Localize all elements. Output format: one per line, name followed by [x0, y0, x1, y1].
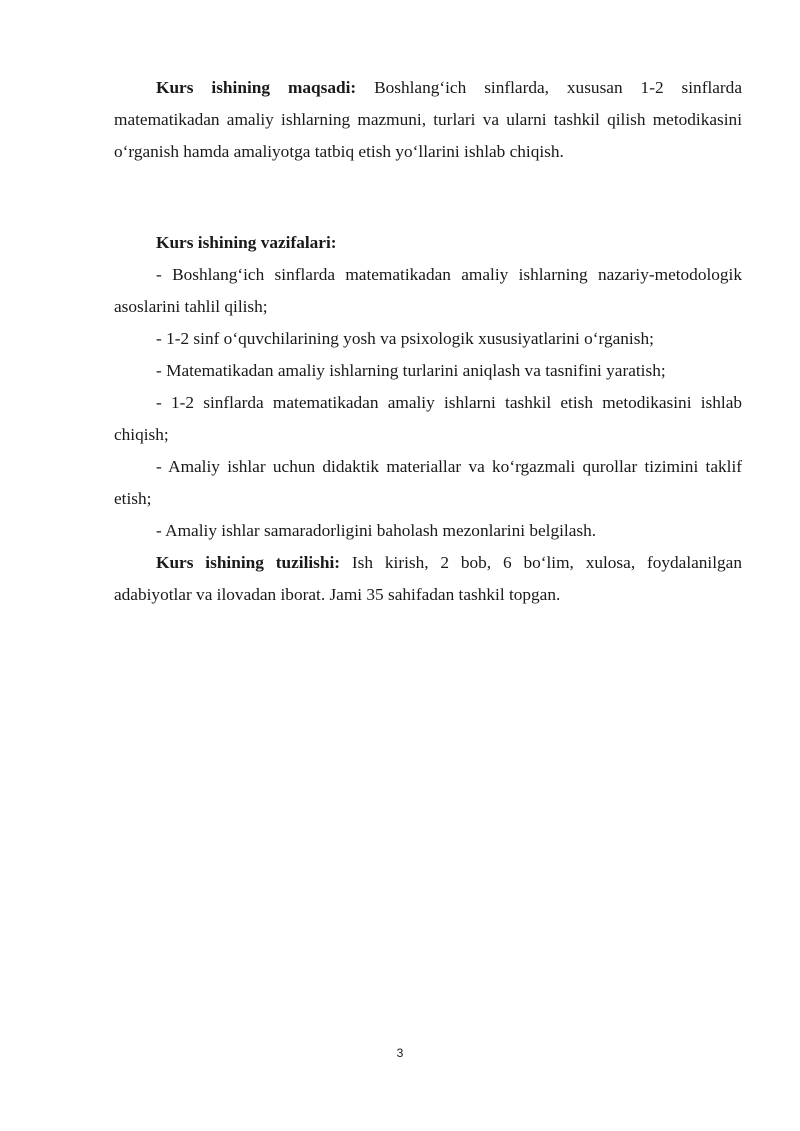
task-item: - Boshlang‘ich sinflarda matematikadan amaliy ishlarning nazariy-metodologik asoslarini tahlil qilish;: [114, 265, 742, 316]
task-item: - Matematikadan amaliy ishlarning turlarini aniqlash va tasnifini yaratish;: [156, 361, 666, 380]
tasks-heading-paragraph: [114, 227, 742, 259]
goal-paragraph: [114, 72, 742, 168]
goal-text: Boshlang‘ich sinflarda, xususan 1-2 sinflarda matematikadan amaliy ishlarning mazmuni, turlari va ularni tashkil qilish metodikasini o‘rganish hamda amaliyotga tatbiq etish yo‘llarini ishlab chiqish.: [114, 78, 742, 161]
task-item: - 1-2 sinf o‘quvchilarining yosh va psixologik xususiyatlarini o‘rganish;: [156, 329, 654, 348]
structure-heading: Kurs ishining tuzilishi:: [156, 553, 341, 572]
structure-paragraph: [114, 547, 742, 611]
task-item: - Amaliy ishlar samaradorligini baholash mezonlarini belgilash.: [156, 521, 597, 540]
tasks-heading: Kurs ishining vazifalari:: [156, 233, 337, 252]
goal-heading: Kurs ishining maqsadi:: [156, 78, 357, 97]
task-item: - 1-2 sinflarda matematikadan amaliy ishlarni tashkil etish metodikasini ishlab chiqish;: [114, 393, 742, 444]
structure-text: Ish kirish, 2 bob, 6 bo‘lim, xulosa, foydalanilgan adabiyotlar va ilovadan iborat. Jami 35 sahifadan tashkil topgan.: [114, 553, 742, 604]
section-spacer: [114, 168, 742, 227]
task-item: - Amaliy ishlar uchun didaktik materiallar va ko‘rgazmali qurollar tizimini taklif etish;: [114, 457, 742, 508]
page-number: 3: [396, 1046, 404, 1060]
document-page: [114, 72, 742, 611]
